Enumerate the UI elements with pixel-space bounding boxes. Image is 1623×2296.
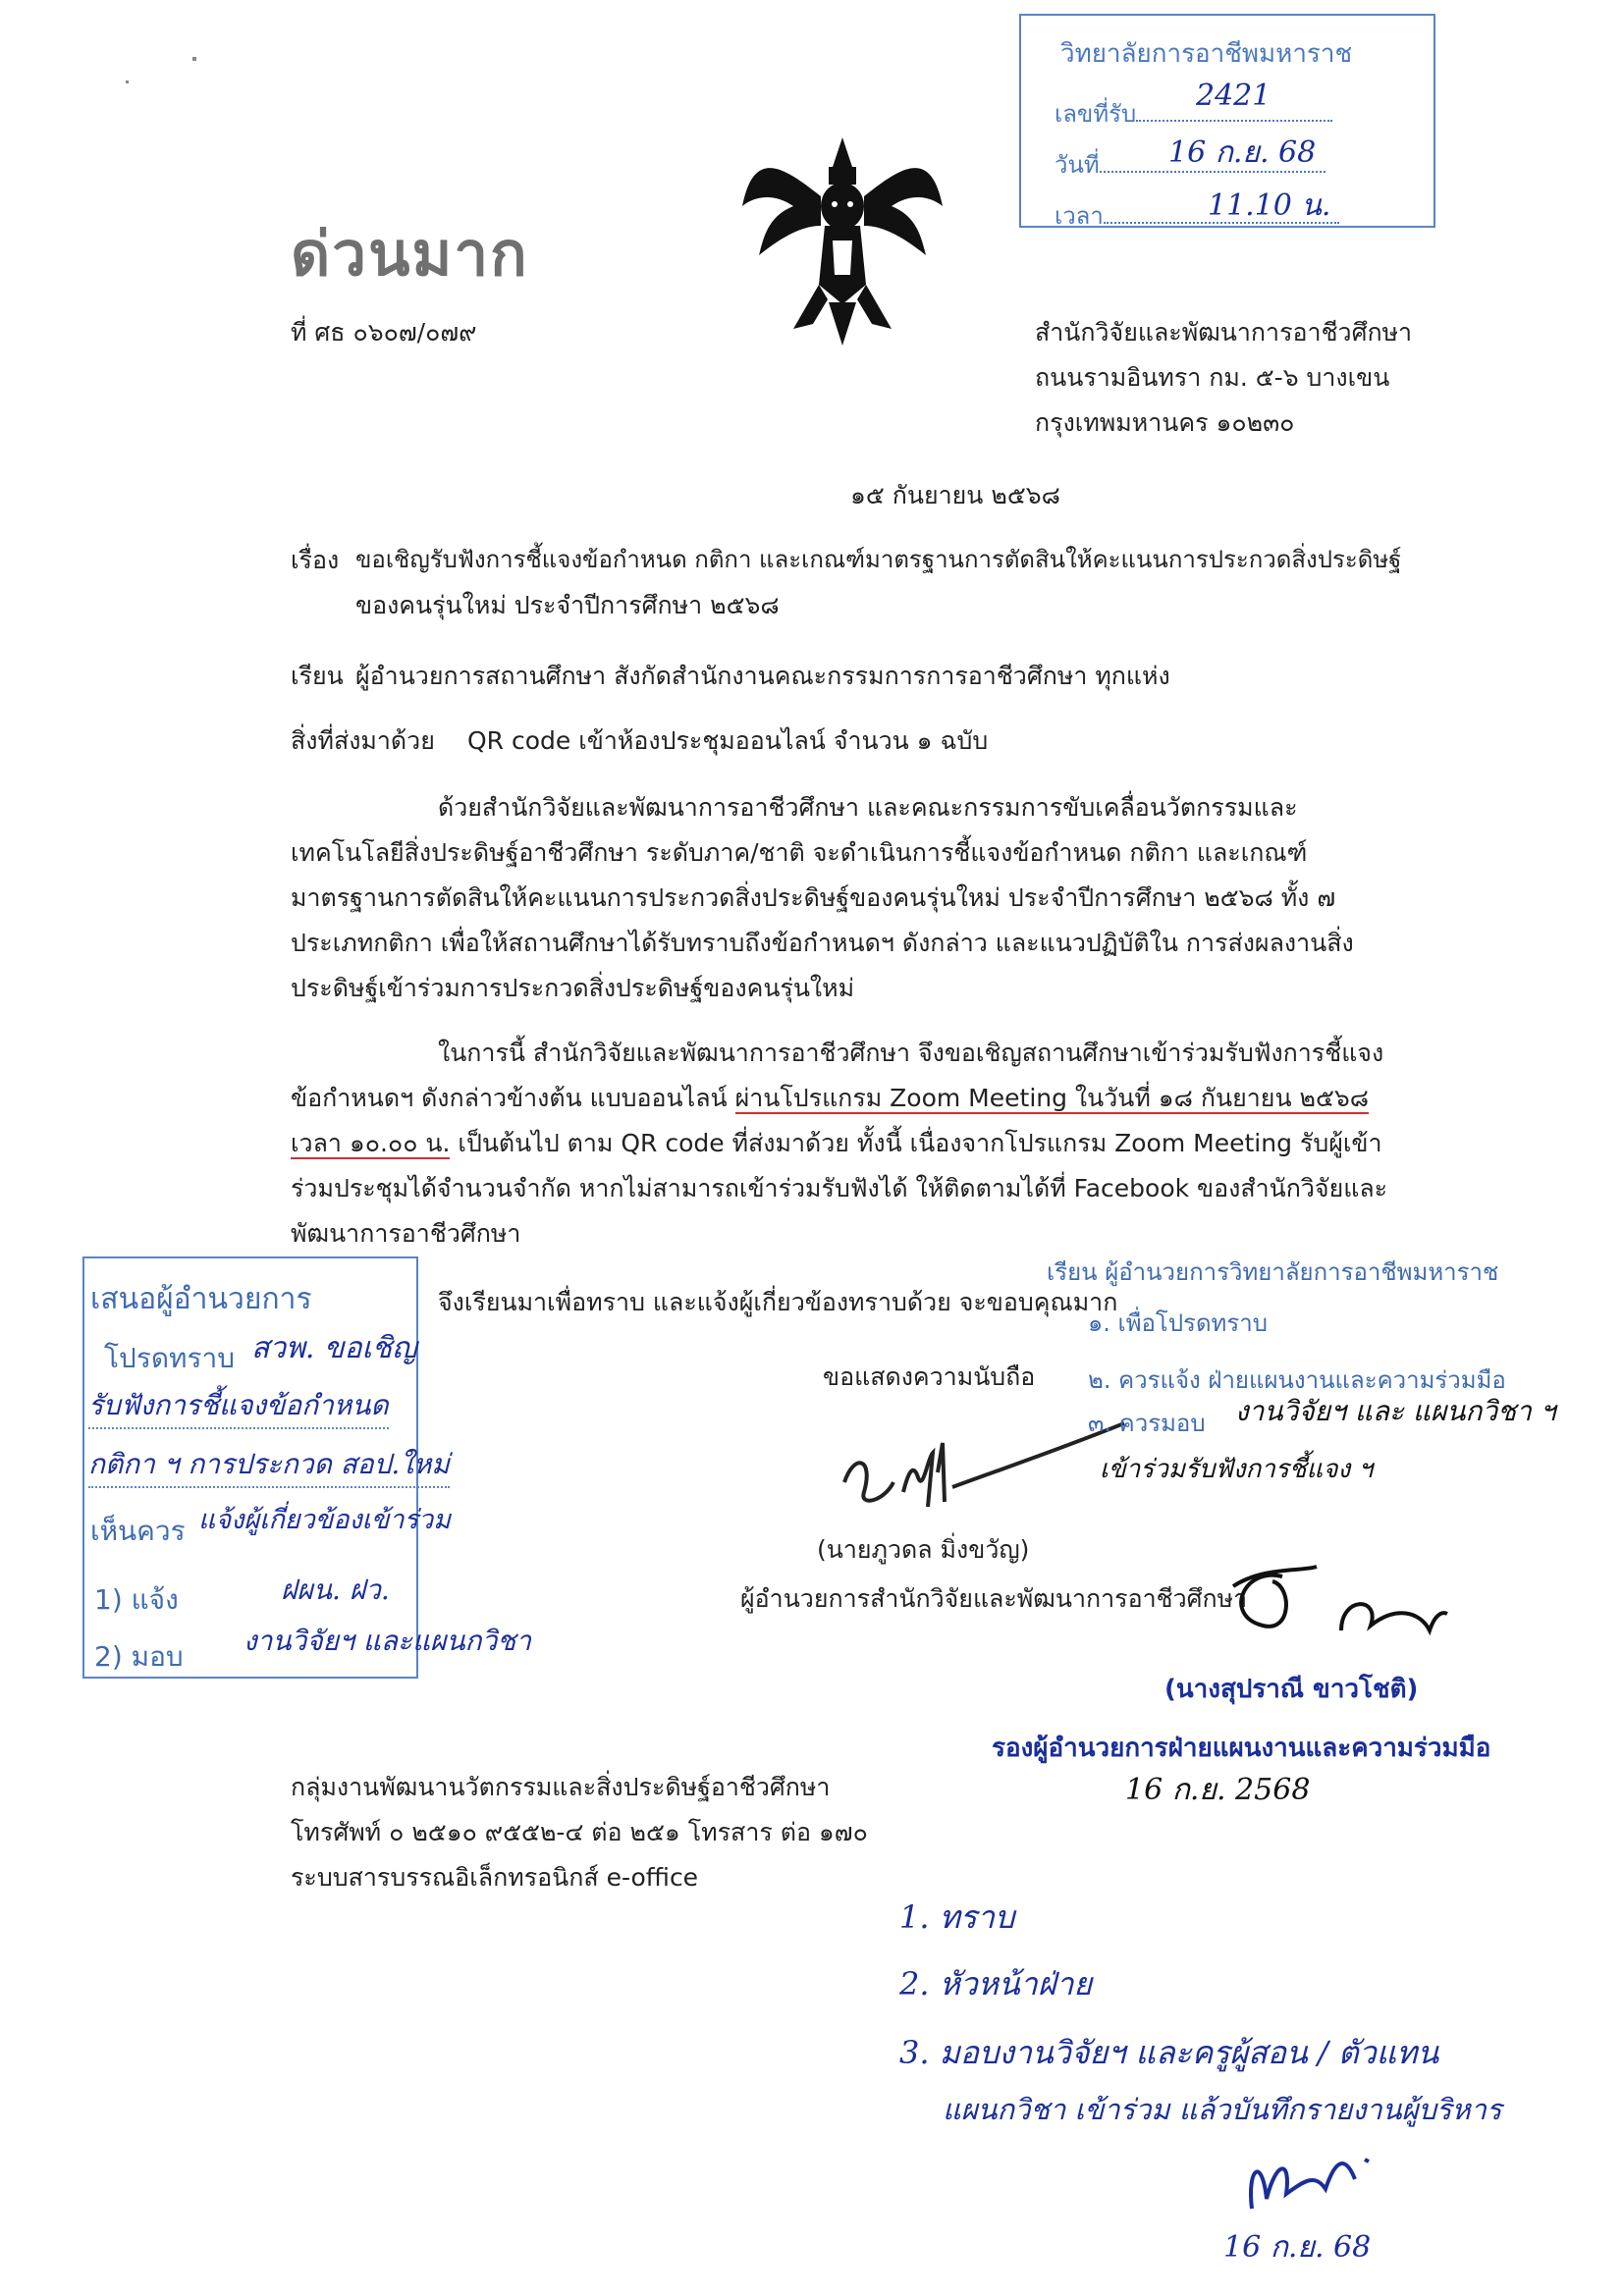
receipt-number-value: 2421: [1196, 79, 1271, 113]
receipt-stamp: [1019, 14, 1435, 228]
enclosure-text: QR code เข้าห้องประชุมออนไลน์ จำนวน ๑ ฉบับ: [467, 726, 989, 755]
deputy-line-0: เรียน ผู้อำนวยการวิทยาลัยการอาชีพมหาราช: [1047, 1258, 1499, 1286]
item1-label: 1) แจ้ง: [94, 1583, 179, 1616]
item2-label: 2) มอบ: [94, 1640, 184, 1673]
proposal-stamp: [82, 1256, 451, 1679]
to-label: เรียน: [291, 662, 344, 690]
opinion-label: เห็นควร: [90, 1515, 186, 1547]
deputy-date: 16 ก.ย. 2568: [1125, 1773, 1311, 1807]
footer-eoffice: ระบบสารบรรณอิเล็กทรอนิกส์ e-office: [291, 1863, 699, 1892]
footer-department: กลุ่มงานพัฒนานวัตกรรมและสิ่งประดิษฐ์อาชีวศึกษา: [291, 1773, 831, 1801]
to-recipient: ผู้อำนวยการสถานศึกษา สังกัดสำนักงานคณะกรรมการการอาชีวศึกษา ทุกแห่ง: [355, 662, 1170, 690]
receipt-time-value: 11.10 น.: [1208, 188, 1331, 223]
director-note-3: 3. มอบงานวิจัยฯ และครูผู้สอน / ตัวแทน: [899, 2034, 1439, 2071]
director-note-signature: [1237, 2140, 1394, 2228]
subject-label: เรื่อง: [291, 546, 340, 574]
deputy-name: (นางสุปราณี ขาวโชติ): [1164, 1675, 1419, 1704]
garuda-emblem: [734, 128, 950, 348]
sender-address-1: สำนักวิจัยและพัฒนาการอาชีวศึกษา: [1035, 318, 1413, 347]
receipt-number-label: เลขที่รับ: [1055, 100, 1137, 128]
sender-address-3: กรุงเทพมหานคร ๑๐๒๓๐: [1035, 408, 1295, 437]
proposal-hand-4: แจ้งผู้เกี่ยวข้องเข้าร่วม: [198, 1505, 451, 1535]
body-paragraph-2-a: ในการนี้ สำนักวิจัยและพัฒนาการอาชีวศึกษา จึงขอเชิญสถานศึกษาเข้าร่วมรับฟังการชี้แจงข้อกำหนดฯ ดังกล่าวข้างต้น แบบออนไลน์: [291, 1039, 1384, 1112]
receipt-date-label: วันที่: [1055, 151, 1100, 179]
proposal-hand-6: งานวิจัยฯ และแผนกวิชา: [243, 1625, 531, 1657]
ref-number: ที่ ศธ ๐๖๐๗/๐๗๙: [291, 318, 477, 347]
body-paragraph-1-text: ด้วยสำนักวิจัยและพัฒนาการอาชีวศึกษา และคณะกรรมการขับเคลื่อนวัตกรรมและเทคโนโลยีสิ่งประดิษฐ์อาชีวศึกษา ระดับภาค/ชาติ จะดำเนินการชี้แจงข้อกำหนด กติกา และเกณฑ์มาตรฐานการตัดสินให้คะแนนการประกวดสิ่งประดิษฐ์ของคนรุ่นใหม่ ประจำปีการศึกษา ๒๕๖๘ ทั้ง ๗ ประเภทกติกา เพื่อให้สถานศึกษาได้รับทราบถึงข้อกำหนดฯ ดังกล่าว และแนวปฏิบัติใน การส่งผลงานสิ่งประดิษฐ์เข้าร่วมการประกวดสิ่งประดิษฐ์ของคนรุ่นใหม่: [291, 793, 1354, 1002]
director-note-4: แผนกวิชา เข้าร่วม แล้วบันทึกรายงานผู้บริหาร: [943, 2093, 1502, 2126]
body-paragraph-1: [291, 785, 1410, 1011]
scan-mark: [126, 80, 129, 83]
deputy-hand-line-4: เข้าร่วมรับฟังการชี้แจง ฯ: [1100, 1455, 1374, 1484]
proposal-hand-1: สวพ. ขอเชิญ: [251, 1331, 417, 1365]
subject-line-2: ของคนรุ่นใหม่ ประจำปีการศึกษา ๒๕๖๘: [355, 591, 780, 619]
deputy-line-1: ๑. เพื่อโปรดทราบ: [1088, 1309, 1268, 1337]
body-paragraph-2: [291, 1031, 1410, 1256]
sender-address-2: ถนนรามอินทรา กม. ๕-๖ บางเขน: [1035, 363, 1390, 392]
deputy-line-2: ๒. ควรแจ้ง ฝ่ายแผนงานและความร่วมมือ: [1088, 1366, 1506, 1394]
proposal-hand-2: รับฟังการชี้แจงข้อกำหนด: [88, 1384, 389, 1429]
subject-line-1: ขอเชิญรับฟังการชี้แจงข้อกำหนด กติกา และเกณฑ์มาตรฐานการตัดสินให้คะแนนการประกวดสิ่งประดิษฐ์: [355, 546, 1402, 573]
proposal-hand-5: ฝผน. ฝว.: [281, 1574, 390, 1606]
receipt-date-value: 16 ก.ย. 68: [1168, 135, 1317, 170]
deputy-title: รองผู้อำนวยการฝ่ายแผนงานและความร่วมมือ: [992, 1734, 1491, 1763]
deputy-line-3-label: ๓. ควรมอบ: [1088, 1410, 1206, 1437]
closing-text: จึงเรียนมาเพื่อทราบ และแจ้งผู้เกี่ยวข้องทราบด้วย จะขอบคุณมาก: [438, 1288, 1118, 1316]
proposal-title: เสนอผู้อำนวยการ: [90, 1282, 312, 1316]
meeting-datetime-highlight: ผ่านโปรแกรม Zoom Meeting ในวันที่ ๑๘ กันยายน ๒๕๖๘ เวลา ๑๐.๐๐ น.: [291, 1084, 1370, 1157]
receipt-time-label: เวลา: [1055, 202, 1104, 230]
director-note-date: 16 ก.ย. 68: [1223, 2230, 1372, 2265]
signer-title: ผู้อำนวยการสำนักวิจัยและพัฒนาการอาชีวศึกษา: [740, 1584, 1248, 1613]
receipt-org: วิทยาลัยการอาชีพมหาราช: [1060, 39, 1353, 69]
signer-name: (นายภูวดล มิ่งขวัญ): [817, 1535, 1030, 1564]
for-info-label: โปรดทราบ: [104, 1342, 236, 1374]
director-note-2: 2. หัวหน้าฝ่าย: [899, 1965, 1093, 2002]
respect-text: ขอแสดงความนับถือ: [823, 1362, 1036, 1391]
receipt-number-row: [1055, 94, 1332, 133]
director-note-1: 1. ทราบ: [899, 1898, 1015, 1936]
deputy-hand-line-3: งานวิจัยฯ และ แผนกวิชา ฯ: [1235, 1395, 1556, 1427]
body-paragraph-2-c: เป็นต้นไป ตาม QR code ที่ส่งมาด้วย ทั้งนี้ เนื่องจากโปรแกรม Zoom Meeting รับผู้เข้าร่วมประชุมได้จำนวนจำกัด หากไม่สามารถเข้าร่วมรับฟังได้ ให้ติดตามได้ที่ Facebook ของสำนักวิจัยและพัฒนาการอาชีวศึกษา: [291, 1129, 1388, 1248]
enclosure-label: สิ่งที่ส่งมาด้วย: [291, 726, 435, 755]
letter-date: ๑๕ กันยายน ๒๕๖๘: [850, 481, 1060, 509]
deputy-signature: [1223, 1557, 1449, 1655]
footer-phone: โทรศัพท์ ๐ ๒๕๑๐ ๙๕๕๒-๔ ต่อ ๒๕๑ โทรสาร ต่อ ๑๗๐: [291, 1818, 868, 1846]
scan-mark: [192, 57, 196, 61]
proposal-hand-3: กติกา ฯ การประกวด สอป.ใหม่: [88, 1443, 450, 1488]
urgency-stamp: ด่วนมาก: [291, 218, 529, 290]
director-signature: [835, 1414, 1129, 1522]
